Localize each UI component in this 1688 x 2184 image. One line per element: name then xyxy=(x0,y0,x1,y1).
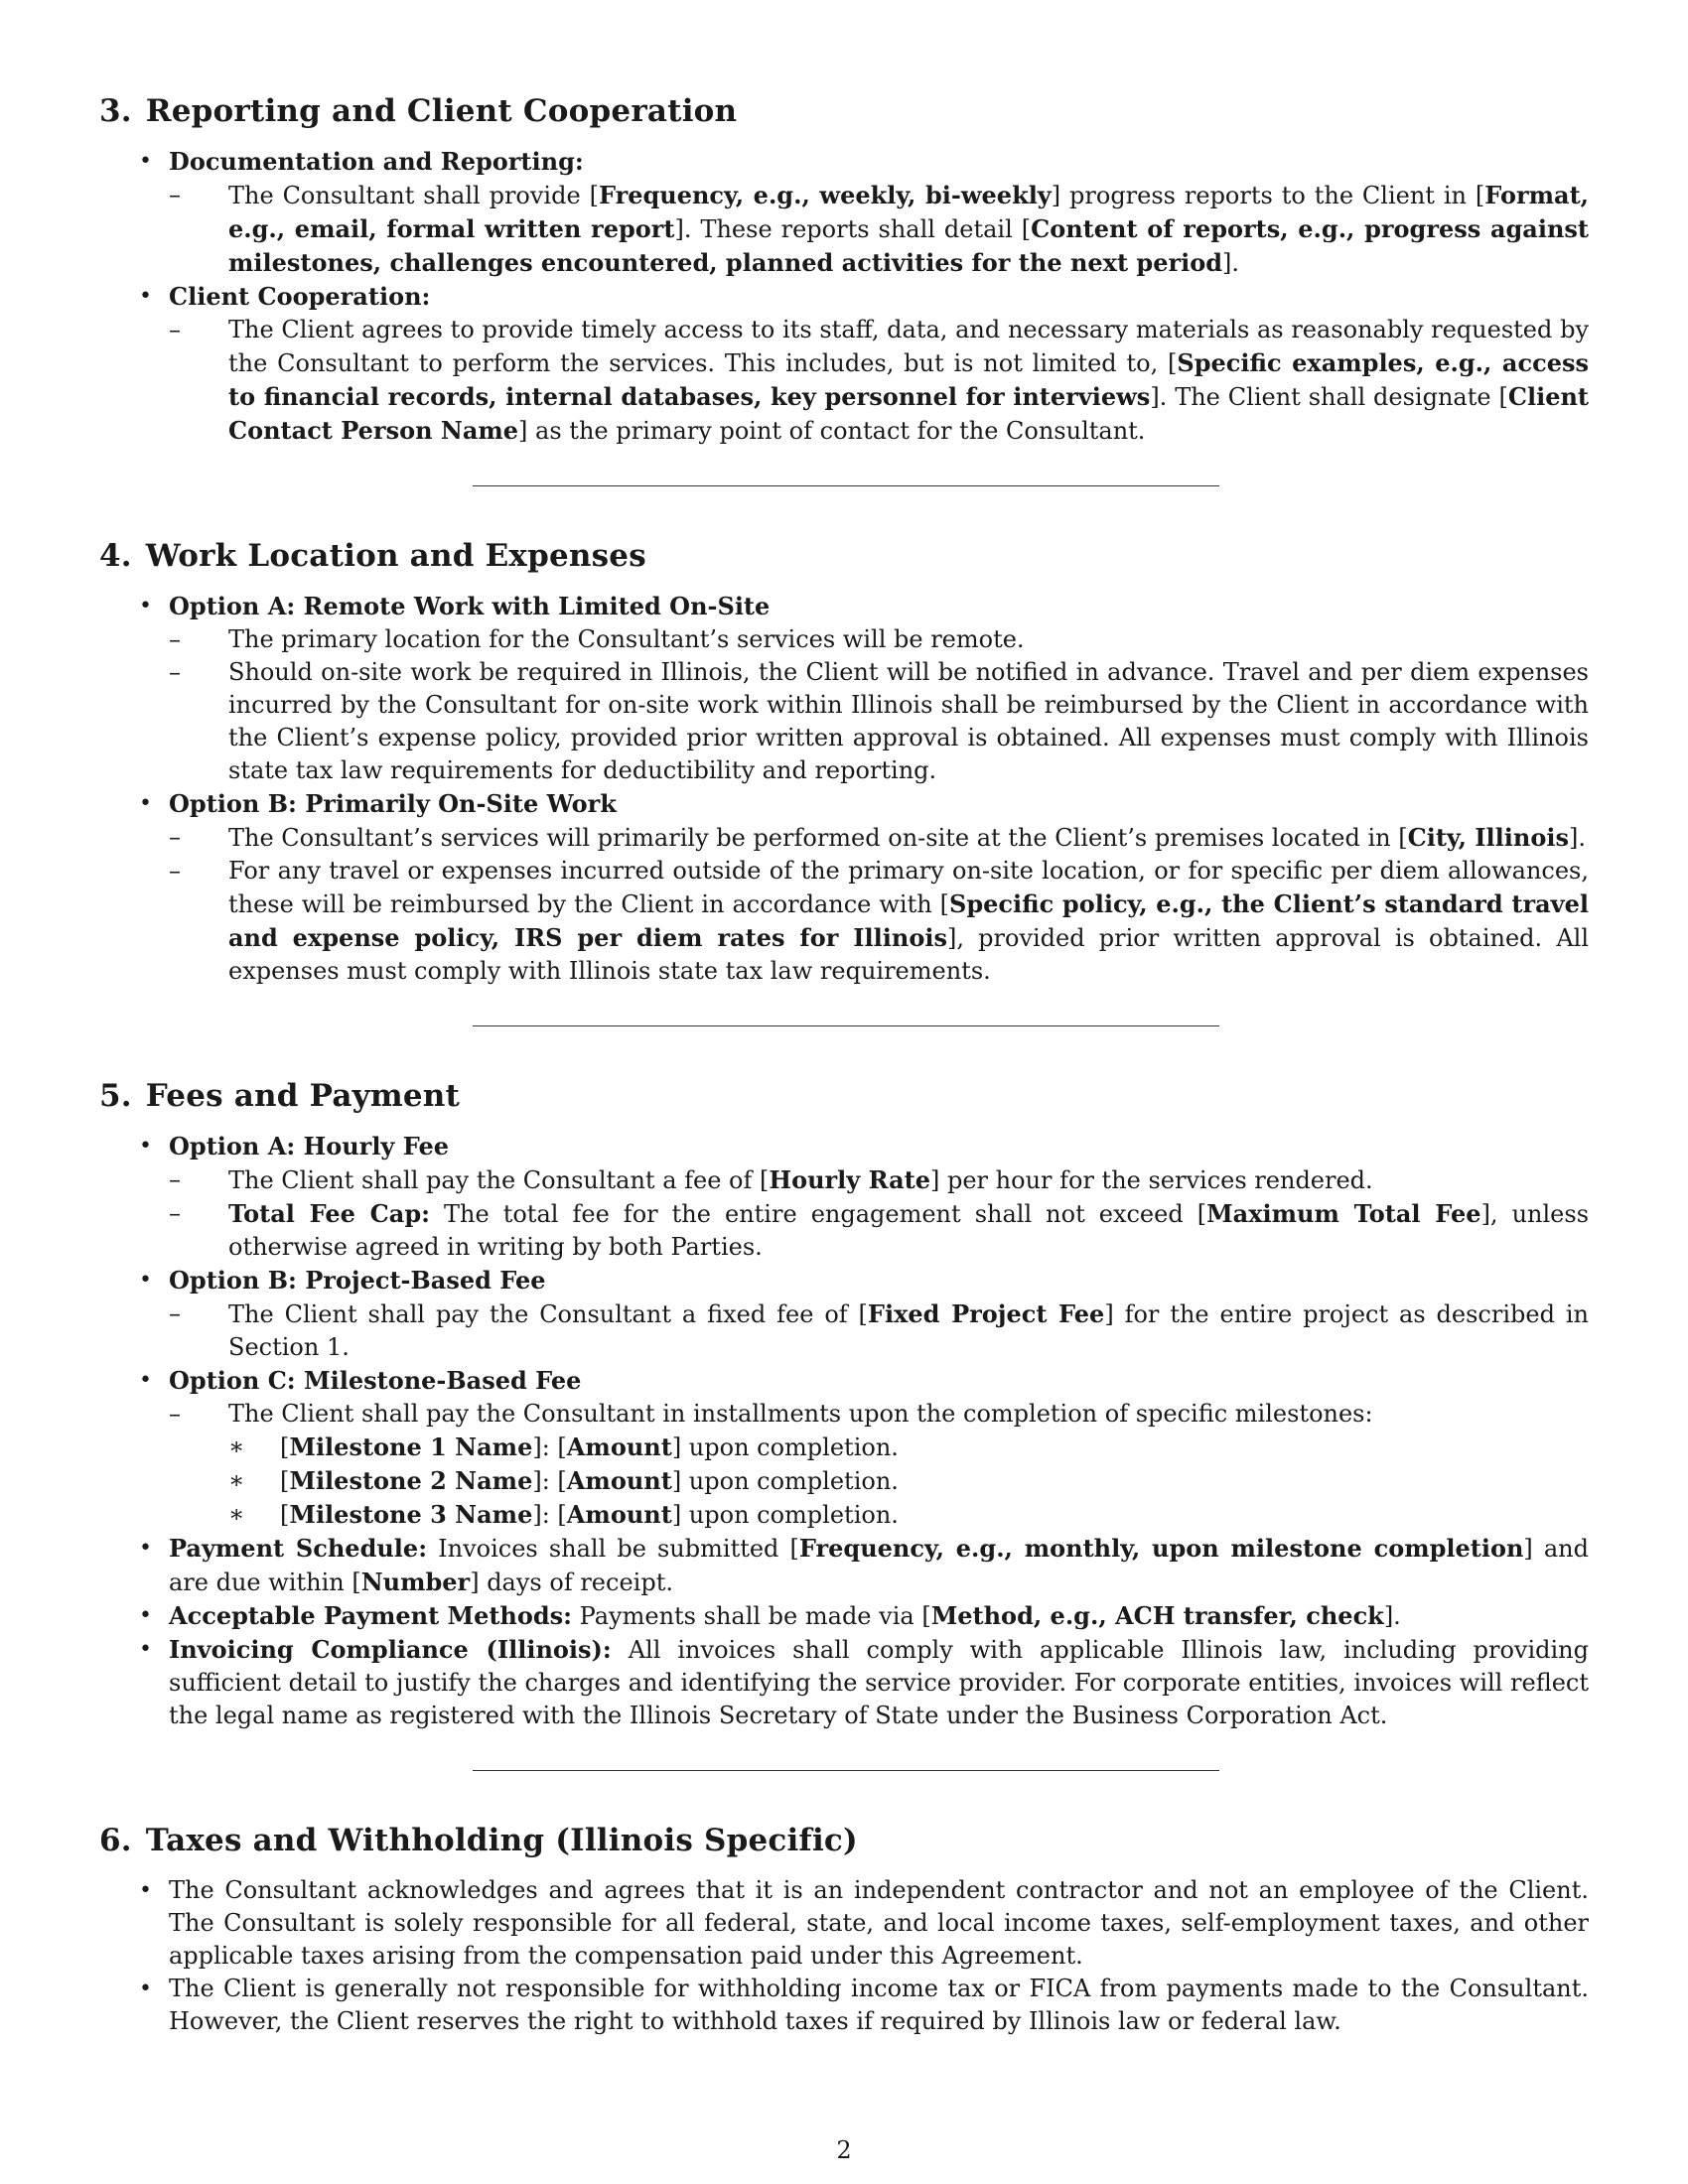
placeholder-text: Content of reports, e.g., progress against milestones, challenges encountered, planned activities for the next period xyxy=(228,214,1589,277)
text-run: ], provided prior written approval is obtained. All expenses must comply with Illinois state tax law requirements. xyxy=(228,924,1590,985)
list-item: • The Client is generally not responsible for withholding income tax or FICA from payments made to the Consultant. However, the Client reserves the right to withhold taxes if required by Illinois law or federal law. xyxy=(99,1973,1589,2038)
sub-list-item xyxy=(169,314,1589,448)
text-run: ]. The Client shall designate [ xyxy=(1150,383,1508,411)
bullet-list xyxy=(99,590,1589,988)
text-run: ] upon completion. xyxy=(671,1501,899,1529)
sub-list-item xyxy=(169,1398,1589,1532)
sub-list-item xyxy=(169,1163,1589,1197)
text-run: ] upon completion. xyxy=(671,1433,899,1461)
section-taxes xyxy=(99,1821,1589,2038)
sub-list-item: – Should on-site work be required in Illinois, the Client will be notified in advance. Travel and per diem expenses incurred by the Consultant for on-site work within Illinois shall be reimbursed by the Client in accordance with the Client’s expense policy, provided prior written approval is obtained. All expenses must comply with Illinois state tax law requirements for deductibility and reporting. xyxy=(169,656,1589,787)
placeholder-text: Number xyxy=(360,1568,471,1596)
section-reporting xyxy=(99,91,1589,448)
placeholder-text: Fixed Project Fee xyxy=(867,1299,1105,1328)
list-item xyxy=(99,280,1589,448)
placeholder-text: Hourly Rate xyxy=(769,1165,930,1194)
text-run: The Client shall pay the Consultant a fixed fee of [ xyxy=(228,1300,868,1328)
item-heading: Option B: Primarily On-Site Work xyxy=(169,789,617,818)
section-title: Fees and Payment xyxy=(145,1078,461,1114)
page-number: 2 xyxy=(836,2136,852,2164)
section-title: Work Location and Expenses xyxy=(145,538,646,574)
placeholder-text: Milestone 2 Name xyxy=(289,1466,533,1495)
sub-list-item xyxy=(169,855,1589,988)
list-item xyxy=(99,590,1589,787)
list-item xyxy=(99,1264,1589,1364)
placeholder-text: Frequency, e.g., monthly, upon milestone completion xyxy=(798,1534,1524,1563)
placeholder-text: Milestone 3 Name xyxy=(289,1500,533,1529)
section-divider xyxy=(473,1770,1219,1771)
sub-list xyxy=(169,821,1589,988)
placeholder-text: Amount xyxy=(566,1500,672,1529)
text-run: ] for the entire project as described in Section 1. xyxy=(228,1300,1589,1361)
text-run: ] per hour for the services rendered. xyxy=(930,1166,1373,1194)
section-work-location xyxy=(99,536,1589,988)
sub-list xyxy=(169,1297,1589,1364)
sub-list xyxy=(169,1398,1589,1532)
section-title: Reporting and Client Cooperation xyxy=(145,93,738,129)
text-run: ]. xyxy=(1383,1602,1401,1630)
section-number: 3. xyxy=(99,93,132,129)
list-item xyxy=(99,1532,1589,1599)
milestone-list xyxy=(228,1431,1589,1532)
text-run: Payments shall be made via [ xyxy=(572,1602,931,1630)
section-heading xyxy=(99,1076,1589,1116)
text-run: ] and are due within [ xyxy=(169,1535,1590,1596)
text-run: ] as the primary point of contact for the Consultant. xyxy=(518,417,1146,445)
section-number: 5. xyxy=(99,1078,132,1114)
placeholder-text: Frequency, e.g., weekly, bi-weekly xyxy=(598,181,1052,209)
inline-heading: Acceptable Payment Methods: xyxy=(169,1601,573,1630)
placeholder-text: Method, e.g., ACH transfer, check xyxy=(930,1601,1384,1630)
item-heading: Option C: Milestone-Based Fee xyxy=(169,1366,582,1395)
item-heading: Option A: Hourly Fee xyxy=(169,1132,449,1160)
bullet-list xyxy=(99,1874,1589,2038)
inline-heading: Payment Schedule: xyxy=(169,1534,428,1563)
placeholder-text: Milestone 1 Name xyxy=(289,1433,533,1461)
text-run: The Consultant’s services will primarily be performed on-site at the Client’s premises located in [ xyxy=(228,824,1408,852)
list-item: • The Consultant acknowledges and agrees that it is an independent contractor and not an employee of the Client. The Consultant is solely responsible for all federal, state, and local income taxes, self-employment taxes, and other applicable taxes arising from the compensation paid under this Agreement. xyxy=(99,1874,1589,1973)
text-run: All invoices shall comply with applicable Illinois law, including providing sufficient detail to justify the charges and identifying the service provider. For corporate entities, invoices will reflect the legal name as registered with the Illinois Secretary of State under the Business Corporation Act. xyxy=(169,1636,1589,1729)
section-heading xyxy=(99,1821,1589,1860)
sub-list xyxy=(169,1163,1589,1264)
list-item xyxy=(99,787,1589,988)
milestone-item: ∗ [Milestone 3 Name]: [Amount] upon completion. xyxy=(228,1498,1589,1532)
item-heading: Option B: Project-Based Fee xyxy=(169,1266,546,1295)
placeholder-text: Specific examples, e.g., access to financial records, internal databases, key personnel for interviews xyxy=(228,348,1589,411)
milestone-item: ∗ [Milestone 1 Name]: [Amount] upon completion. xyxy=(228,1431,1589,1464)
list-item xyxy=(99,145,1589,280)
text-run: ]. These reports shall detail [ xyxy=(674,215,1032,243)
sub-list xyxy=(169,623,1589,787)
placeholder-text: Maximum Total Fee xyxy=(1206,1199,1481,1228)
placeholder-text: Client Contact Person Name xyxy=(228,382,1589,445)
inline-heading: Invoicing Compliance (Illinois): xyxy=(169,1635,612,1664)
bullet-list xyxy=(99,145,1589,448)
text-run: ] days of receipt. xyxy=(470,1569,673,1596)
document-page xyxy=(99,91,1589,2038)
text-run: ] upon completion. xyxy=(671,1467,899,1495)
sub-list-item: – The primary location for the Consultant’s services will be remote. xyxy=(169,623,1589,656)
placeholder-text: Amount xyxy=(566,1466,672,1495)
inline-heading: Total Fee Cap: xyxy=(228,1199,430,1228)
text-run: ]. xyxy=(1222,249,1240,277)
sub-list xyxy=(169,314,1589,448)
text-run: ] progress reports to the Client in [ xyxy=(1051,182,1485,209)
list-item xyxy=(99,1130,1589,1264)
list-item xyxy=(99,1599,1589,1633)
sub-list-item xyxy=(169,179,1589,280)
section-number: 4. xyxy=(99,538,132,574)
text-run: The Client agrees to provide timely access to its staff, data, and necessary materials as reasonably requested by the Consultant to perform the services. This includes, but is not limited to, [ xyxy=(228,316,1589,377)
section-title: Taxes and Withholding (Illinois Specific) xyxy=(145,1823,858,1858)
section-heading xyxy=(99,91,1589,131)
text-run: ]. xyxy=(1568,824,1586,852)
section-fees xyxy=(99,1076,1589,1732)
sub-list-item xyxy=(169,1297,1589,1364)
section-number: 6. xyxy=(99,1823,132,1858)
placeholder-text: Specific policy, e.g., the Client’s standard travel and expense policy, IRS per diem rates for Illinois xyxy=(228,889,1589,952)
item-heading: Client Cooperation: xyxy=(169,282,431,311)
item-heading: Option A: Remote Work with Limited On-Site xyxy=(169,592,771,620)
list-item xyxy=(99,1633,1589,1732)
placeholder-text: Format, e.g., email, formal written report xyxy=(228,181,1590,243)
list-item xyxy=(99,1364,1589,1532)
section-divider xyxy=(473,485,1219,486)
sub-list-item xyxy=(169,1197,1589,1264)
milestone-item: ∗ [Milestone 2 Name]: [Amount] upon completion. xyxy=(228,1464,1589,1498)
sub-list xyxy=(169,179,1589,280)
text-run: ], unless otherwise agreed in writing by both Parties. xyxy=(228,1200,1590,1261)
text-run: For any travel or expenses incurred outside of the primary on-site location, or for specific per diem allowances, these will be reimbursed by the Client in accordance with [ xyxy=(228,857,1589,918)
item-heading: Documentation and Reporting: xyxy=(169,147,584,176)
placeholder-text: Amount xyxy=(566,1433,672,1461)
text-run: The Client shall pay the Consultant in installments upon the completion of specific milestones: xyxy=(228,1400,1373,1428)
section-heading xyxy=(99,536,1589,576)
text-run: The Consultant shall provide [ xyxy=(228,182,599,209)
text-run: Invoices shall be submitted [ xyxy=(427,1535,799,1563)
section-divider xyxy=(473,1025,1219,1026)
document-body xyxy=(99,91,1589,2038)
placeholder-text: City, Illinois xyxy=(1407,823,1569,852)
text-run: The Client shall pay the Consultant a fee of [ xyxy=(228,1166,770,1194)
text-run: The total fee for the entire engagement shall not exceed [ xyxy=(429,1200,1207,1228)
bullet-list xyxy=(99,1130,1589,1732)
sub-list-item xyxy=(169,821,1589,855)
